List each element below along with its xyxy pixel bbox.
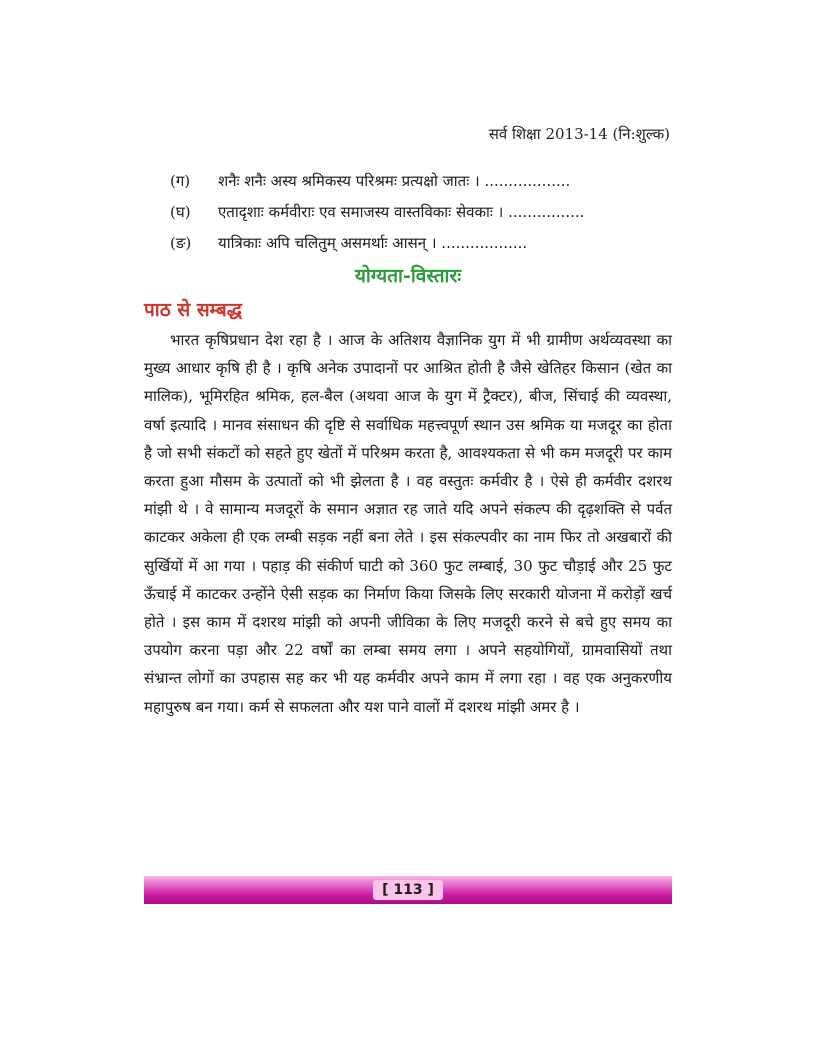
- footer-bar: [144, 876, 672, 904]
- exercise-item-ga: [170, 166, 690, 197]
- body-paragraph: भारत कृषिप्रधान देश रहा है । आज के अतिशय वैज्ञानिक युग में भी ग्रामीण अर्थव्यवस्था का मुख्य आधार कृषि ही है । कृषि अनेक उपादानों पर आश्रित होती है जैसे खेतिहर किसान (खेत का मालिक), भूमिरहित श्रमिक, हल-बैल (अथवा आज के युग में ट्रैक्टर), बीज, सिंचाई की व्यवस्था, वर्षा इत्यादि । मानव संसाधन की दृष्टि से सर्वाधिक महत्त्वपूर्ण स्थान उस श्रमिक या मजदूर का होता है जो सभी संकटों को सहते हुए खेतों में परिश्रम करता है, आवश्यकता से भी कम मजदूरी पर काम करता हुआ मौसम के उत्पातों को भी झेलता है । वह वस्तुतः कर्मवीर है । ऐसे ही कर्मवीर दशरथ मांझी थे । वे सामान्य मजदूरों के समान अज्ञात रह जाते यदि अपने संकल्प की दृढ़शक्ति से पर्वत काटकर अकेला ही एक लम्बी सड़क नहीं बना लेते । इस संकल्पवीर का नाम फिर तो अखबारों की सुर्खियों में आ गया । पहाड़ की संकीर्ण घाटी को 360 फुट लम्बाई, 30 फुट चौड़ाई और 25 फुट ऊँचाई में काटकर उन्होंने ऐसी सड़क का निर्माण किया जिसके लिए सरकारी योजना में करोड़ों खर्च होते । इस काम में दशरथ मांझी को अपनी जीविका के लिए मजदूरी करने से बचे हुए समय का उपयोग करना पड़ा और 22 वर्षों का लम्बा समय लगा । अपने सहयोगियों, ग्रामवासियों तथा संभ्रान्त लोगों का उपहास सह कर भी यह कर्मवीर अपने काम में लगा रहा । वह एक अनुकरणीय महापुरुष बन गया। कर्म से सफलता और यश पाने वालों में दशरथ मांझी अमर है ।: [144, 331, 672, 716]
- exercise-marker: (घ): [170, 203, 191, 221]
- exercise-marker: (ङ): [170, 234, 192, 252]
- page-header: सर्व शिक्षा 2013-14 (नि:शुल्क): [488, 125, 670, 143]
- section-title: योग्यता-विस्तारः: [354, 265, 462, 287]
- page-number: [ 113 ]: [373, 880, 443, 900]
- exercise-text: यात्रिकाः अपि चलितुम् असमर्थाः आसन् । ..................: [218, 234, 528, 252]
- exercise-list: [170, 166, 690, 259]
- exercise-item-gha: [170, 197, 690, 228]
- subsection-title: पाठ से सम्बद्ध: [144, 299, 242, 321]
- exercise-item-nga: [170, 228, 690, 259]
- exercise-text: एतादृशाः कर्मवीराः एव समाजस्य वास्तविकाः सेवकाः । ................: [218, 203, 585, 221]
- exercise-marker: (ग): [170, 172, 191, 190]
- exercise-text: शनैः शनैः अस्य श्रमिकस्य परिश्रमः प्रत्यक्षो जातः । ..................: [218, 172, 571, 190]
